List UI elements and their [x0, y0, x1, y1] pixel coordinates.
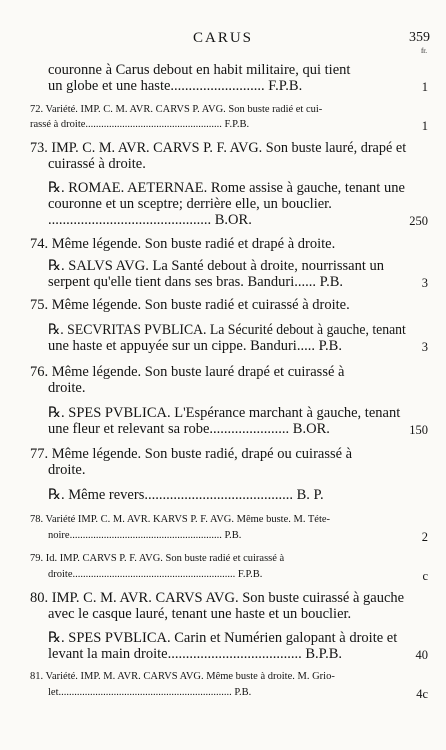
text-line: 78. Variété IMP. C. M. AVR. KARVS P. F. AVG. Même buste. M. Téte-	[30, 514, 331, 525]
page-title: CARUS	[192, 30, 254, 46]
text-line: ℞. SPES PVBLICA. Carin et Numérien galopant à droite et	[48, 630, 398, 646]
text-line: cuirassé à droite.	[48, 156, 146, 172]
price-value: 3	[421, 276, 428, 290]
text-line: ℞. SPES PVBLICA. L'Espérance marchant à gauche, tenant	[48, 405, 401, 421]
text-line: une fleur et relevant sa robe...................... B.OR.	[48, 421, 330, 437]
text-line: 79. Id. IMP. CARVS P. F. AVG. Son buste radié et cuirassé à	[30, 553, 285, 564]
text-line: ............................................. B.OR.	[48, 212, 252, 228]
text-line: ℞. Même revers......................................... B. P.	[48, 487, 324, 503]
text-line: avec le casque lauré, tenant une haste et un bouclier.	[48, 606, 352, 622]
price-value: 1	[421, 119, 428, 133]
text-line: 74. Même légende. Son buste radié et drapé à droite.	[30, 236, 336, 252]
page-number: 359	[409, 30, 430, 45]
text-line: let.................................................................. P.B.	[48, 687, 252, 698]
price-value: 150	[409, 423, 428, 437]
text-line: 81. Variété. IMP. M. AVR. CARVS AVG. Même buste à droite. M. Grio-	[30, 671, 335, 682]
text-line: 76. Même légende. Son buste lauré drapé et cuirassé à	[30, 364, 345, 380]
price-value: 250	[409, 214, 428, 228]
text-line: 72. Variété. IMP. C. M. AVR. CARVS P. AVG. Son buste radié et cui-	[30, 104, 323, 115]
price-value: 1	[421, 80, 428, 94]
text-line: un globe et une haste.......................... F.P.B.	[48, 78, 303, 94]
text-line: ℞. ROMAE. AETERNAE. Rome assise à gauche, tenant une	[48, 180, 405, 196]
text-line: ℞. SALVS AVG. La Santé debout à droite, nourrissant un	[48, 258, 385, 274]
price-value: 3	[421, 340, 428, 354]
text-line: couronne et un sceptre; derrière elle, un bouclier.	[48, 196, 332, 212]
currency-label: fr.	[420, 47, 427, 55]
text-line: serpent qu'elle tient dans ses bras. Banduri...... P.B.	[48, 274, 343, 290]
price-value: 40	[415, 648, 428, 662]
text-line: ℞. SECVRITAS PVBLICA. La Sécurité debout à gauche, tenant	[48, 322, 406, 338]
text-line: noire.......................................................... P.B.	[48, 530, 242, 541]
text-line: rassé à droite.................................................... F.P.B.	[30, 119, 250, 130]
text-line: droite.	[48, 462, 86, 478]
text-line: 73. IMP. C. M. AVR. CARVS P. F. AVG. Son buste lauré, drapé et	[30, 140, 407, 156]
text-line: 77. Même légende. Son buste radié, drapé ou cuirassé à	[30, 446, 353, 462]
text-line: droite.	[48, 380, 86, 396]
text-line: couronne à Carus debout en habit militaire, qui tient	[48, 62, 351, 78]
price-value: 4c	[416, 687, 428, 701]
price-value: c	[422, 569, 428, 583]
text-line: une haste et appuyée sur un cippe. Banduri..... P.B.	[48, 338, 342, 354]
text-line: levant la main droite..................................... B.P.B.	[48, 646, 343, 662]
text-line: 80. IMP. C. M. AVR. CARVS AVG. Son buste cuirassé à gauche	[30, 590, 405, 606]
text-line: 75. Même légende. Son buste radié et cuirassé à droite.	[30, 297, 350, 313]
text-line: droite.............................................................. F.P.B.	[48, 569, 263, 580]
price-value: 2	[421, 530, 428, 544]
